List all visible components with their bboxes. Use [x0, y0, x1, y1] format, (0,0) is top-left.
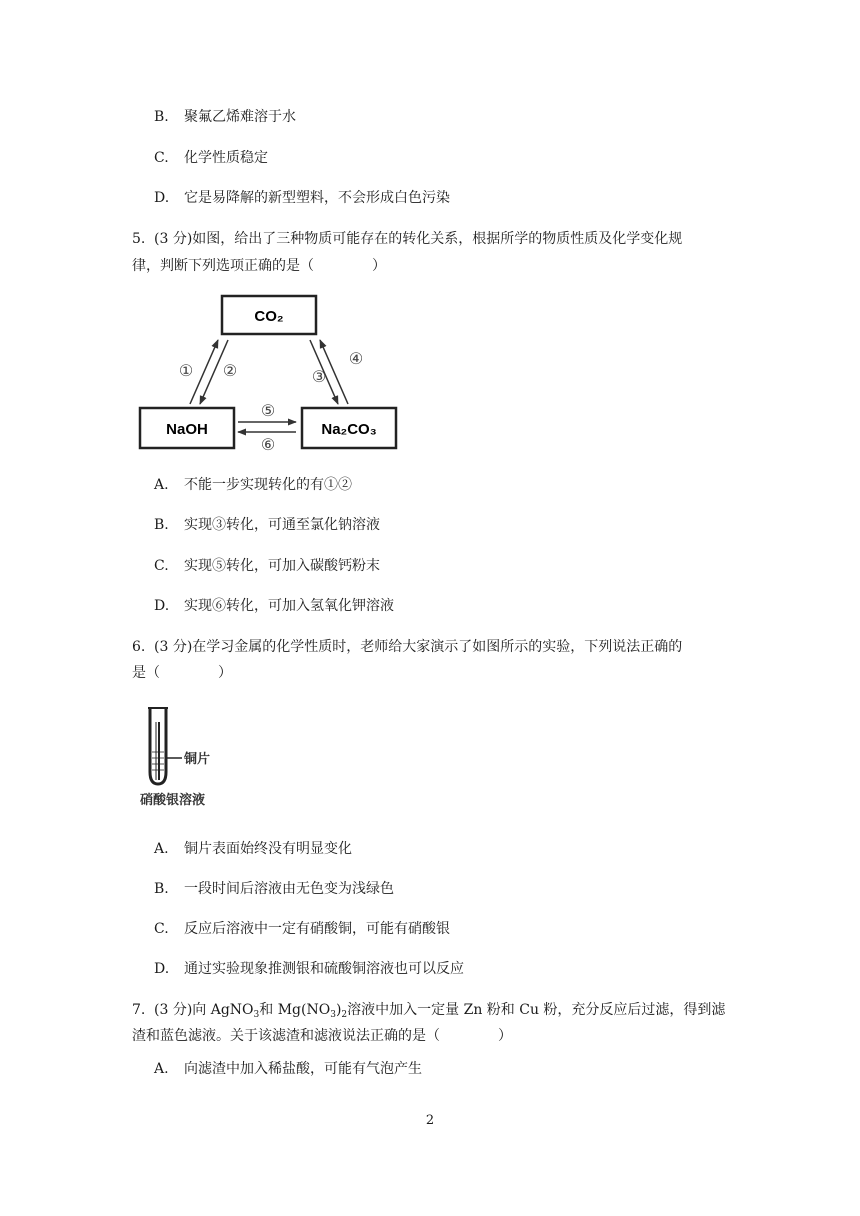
arrow-label-2: ② [222, 361, 238, 380]
question-stem: 渣和蓝色滤液。关于该滤渣和滤液说法正确的是（ [132, 1028, 440, 1044]
option-text: 实现⑤转化，可加入碳酸钙粉末 [184, 558, 380, 574]
subscript: 3 [330, 1010, 336, 1020]
question-stem-close: ） [498, 1028, 512, 1044]
test-tube-diagram [132, 700, 232, 815]
co2-label: CO₂ [254, 308, 284, 325]
na2co3-box [302, 408, 396, 448]
option-letter: D. [154, 598, 170, 614]
q7-option-a [154, 1059, 422, 1079]
option-text: 一段时间后溶液由无色变为浅绿色 [184, 881, 394, 897]
question-stem: 是（ [132, 665, 160, 681]
arrow-label-6: ⑥ [260, 435, 276, 454]
question-stem: 律，判断下列选项正确的是（ [132, 258, 314, 274]
q5-stem-line2 [132, 256, 386, 276]
option-letter: D. [154, 961, 170, 977]
option-letter: C. [154, 150, 169, 166]
subscript: 2 [341, 1010, 348, 1020]
option-text: 向滤渣中加入稀盐酸，可能有气泡产生 [184, 1061, 422, 1077]
option-text: 通过实验现象推测银和硫酸铜溶液也可以反应 [184, 961, 464, 977]
q4-option-c [154, 148, 268, 168]
arrow-label-4: ④ [348, 349, 364, 368]
q6-stem-line2 [132, 663, 232, 683]
option-letter: D. [154, 190, 170, 206]
option-letter: A. [154, 1061, 169, 1077]
naoh-box [140, 408, 234, 448]
arrow-label-1: ① [178, 361, 194, 380]
na2co3-label: Na₂CO₃ [321, 421, 377, 438]
arrow-label-3: ③ [311, 367, 327, 386]
question-stem: 和 Mg(NO [259, 1002, 331, 1018]
q5-stem-line1 [132, 229, 682, 249]
subscript: 3 [253, 1010, 260, 1020]
option-text: 不能一步实现转化的有①② [184, 477, 352, 493]
question-stem: (3 分)如图，给出了三种物质可能存在的转化关系，根据所学的物质性质及化学变化规 [154, 231, 683, 247]
option-text: 铜片表面始终没有明显变化 [184, 841, 352, 857]
question-stem-close: ） [218, 665, 232, 681]
question-stem: (3 分)向 AgNO [154, 1002, 254, 1018]
q6-option-c [154, 919, 450, 939]
option-letter: B. [154, 881, 169, 897]
q5-option-c [154, 556, 380, 576]
solution-label: 硝酸银溶液 [140, 793, 206, 808]
question-number: 7. [132, 1002, 146, 1018]
arrow-label-5: ⑤ [260, 401, 276, 420]
q5-option-b [154, 515, 380, 535]
option-letter: B. [154, 517, 169, 533]
naoh-label: NaOH [166, 421, 208, 438]
q5-option-d [154, 596, 394, 616]
option-text: 反应后溶液中一定有硝酸铜，可能有硝酸银 [184, 921, 450, 937]
question-stem: 溶液中加入一定量 Zn 粉和 Cu 粉，充分反应后过滤，得到滤 [347, 1002, 726, 1018]
question-stem: ) [335, 1002, 342, 1018]
q4-option-b [154, 107, 296, 127]
option-letter: C. [154, 558, 169, 574]
option-letter: B. [154, 109, 169, 125]
option-text: 它是易降解的新型塑料，不会形成白色污染 [184, 190, 450, 206]
page-number: 2 [425, 1113, 435, 1128]
option-text: 聚氟乙烯难溶于水 [184, 109, 296, 125]
q6-option-a [154, 839, 352, 859]
option-letter: A. [154, 841, 169, 857]
q5-option-a [154, 475, 352, 495]
option-text: 实现③转化，可通至氯化钠溶液 [184, 517, 380, 533]
copper-strip [156, 722, 159, 780]
option-text: 化学性质稳定 [184, 150, 268, 166]
question-stem: (3 分)在学习金属的化学性质时，老师给大家演示了如图所示的实验，下列说法正确的 [154, 639, 683, 655]
question-number: 5. [132, 231, 146, 247]
copper-label: 铜片 [184, 752, 211, 767]
conversion-diagram [132, 290, 402, 455]
option-letter: C. [154, 921, 169, 937]
q6-option-d [154, 959, 464, 979]
q7-stem-line1 [132, 1000, 725, 1020]
q6-stem-line1 [132, 637, 682, 657]
option-text: 实现⑥转化，可加入氢氧化钾溶液 [184, 598, 394, 614]
option-letter: A. [154, 477, 169, 493]
co2-box [222, 296, 316, 334]
q6-option-b [154, 879, 394, 899]
q7-stem-line2 [132, 1026, 512, 1046]
q4-option-d [154, 188, 450, 208]
question-stem-close: ） [372, 258, 386, 274]
question-number: 6. [132, 639, 146, 655]
